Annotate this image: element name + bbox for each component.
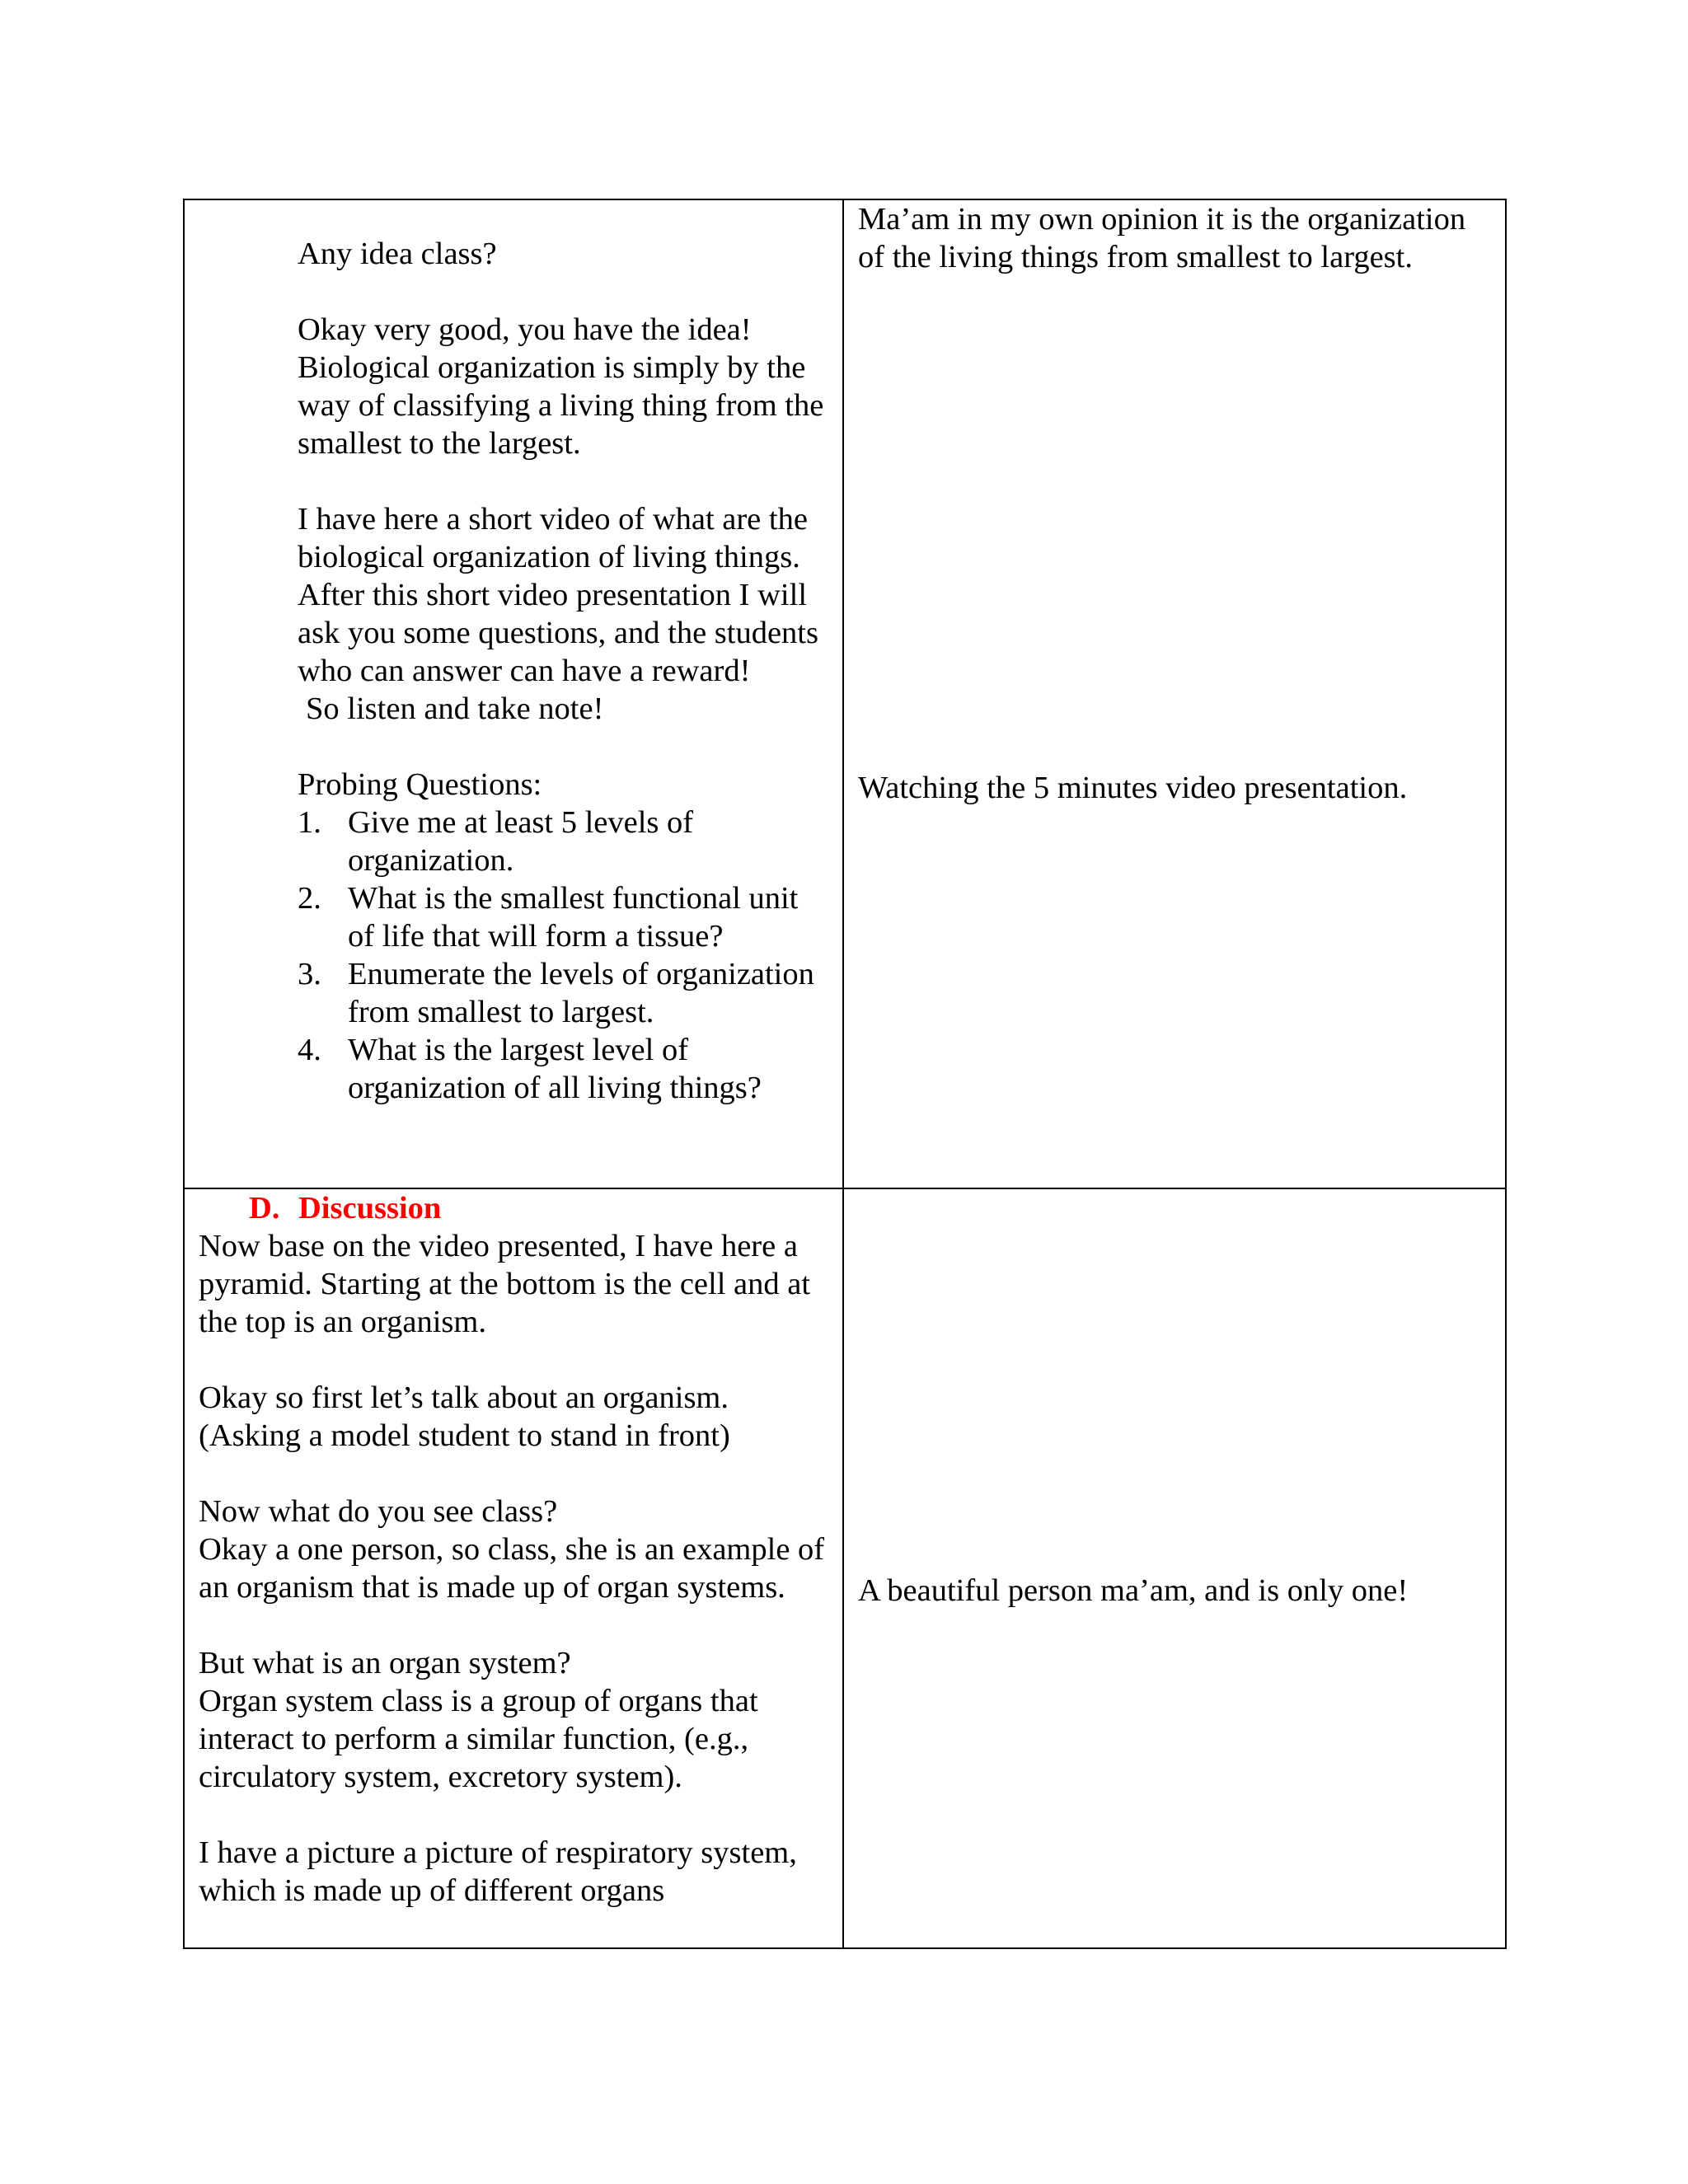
section-title: Discussion xyxy=(298,1191,442,1226)
question-number: 2. xyxy=(298,881,321,916)
question-number: 3. xyxy=(298,957,321,991)
list-item xyxy=(298,1031,829,1107)
video-intro: I have here a short video of what are the biological organization of living things. After this short video presentation I will ask you some questions, and the students who can answer can have a reward! xyxy=(298,502,818,688)
teacher-activity-cell xyxy=(184,1188,843,1948)
discussion-paragraph: Now base on the video presented, I have here a pyramid. Starting at the bottom is the cell and at the top is an organism. xyxy=(199,1229,811,1339)
student-activity-cell xyxy=(843,1188,1506,1948)
table-row xyxy=(184,199,1506,1188)
discussion-paragraph: Organ system class is a group of organs that interact to perform a similar function, (e.g., circulatory system, excretory system). xyxy=(199,1684,758,1794)
table-row xyxy=(184,1188,1506,1948)
probing-questions-list xyxy=(298,804,829,1107)
list-item xyxy=(298,804,829,879)
list-item xyxy=(298,879,829,955)
teacher-explanation: Okay very good, you have the idea! Biological organization is simply by the way of classifying a living thing from the smallest to the largest. xyxy=(298,312,824,461)
teacher-activity-cell xyxy=(184,199,843,1188)
discussion-line: Okay so first let’s talk about an organism. xyxy=(199,1380,729,1415)
probing-questions-title: Probing Questions: xyxy=(298,767,542,802)
student-activity-cell xyxy=(843,199,1506,1188)
student-answer: A beautiful person ma’am, and is only one! xyxy=(858,1573,1409,1608)
question-text: What is the smallest functional unit of life that will form a tissue? xyxy=(348,881,799,954)
lesson-plan-table xyxy=(183,199,1507,1949)
section-letter: D. xyxy=(249,1191,280,1226)
discussion-line: (Asking a model student to stand in front) xyxy=(199,1418,730,1453)
list-item xyxy=(298,955,829,1031)
question-number: 4. xyxy=(298,1033,321,1067)
discussion-paragraph: Okay a one person, so class, she is an example of an organism that is made up of organ systems. xyxy=(199,1532,825,1605)
question-number: 1. xyxy=(298,805,321,840)
discussion-line: But what is an organ system? xyxy=(199,1646,571,1680)
section-heading xyxy=(199,1189,829,1227)
listen-note: So listen and take note! xyxy=(306,691,604,726)
question-text: What is the largest level of organization of all living things? xyxy=(348,1033,762,1105)
student-answer: Ma’am in my own opinion it is the organization of the living things from smallest to largest. xyxy=(858,202,1466,274)
question-text: Enumerate the levels of organization from smallest to largest. xyxy=(348,957,814,1029)
question-text: Give me at least 5 levels of organization. xyxy=(348,805,694,878)
teacher-prompt: Any idea class? xyxy=(298,237,497,271)
student-answer: Watching the 5 minutes video presentation. xyxy=(858,771,1408,805)
discussion-line: Now what do you see class? xyxy=(199,1494,558,1529)
discussion-paragraph: I have a picture a picture of respiratory system, which is made up of different organs xyxy=(199,1835,797,1908)
